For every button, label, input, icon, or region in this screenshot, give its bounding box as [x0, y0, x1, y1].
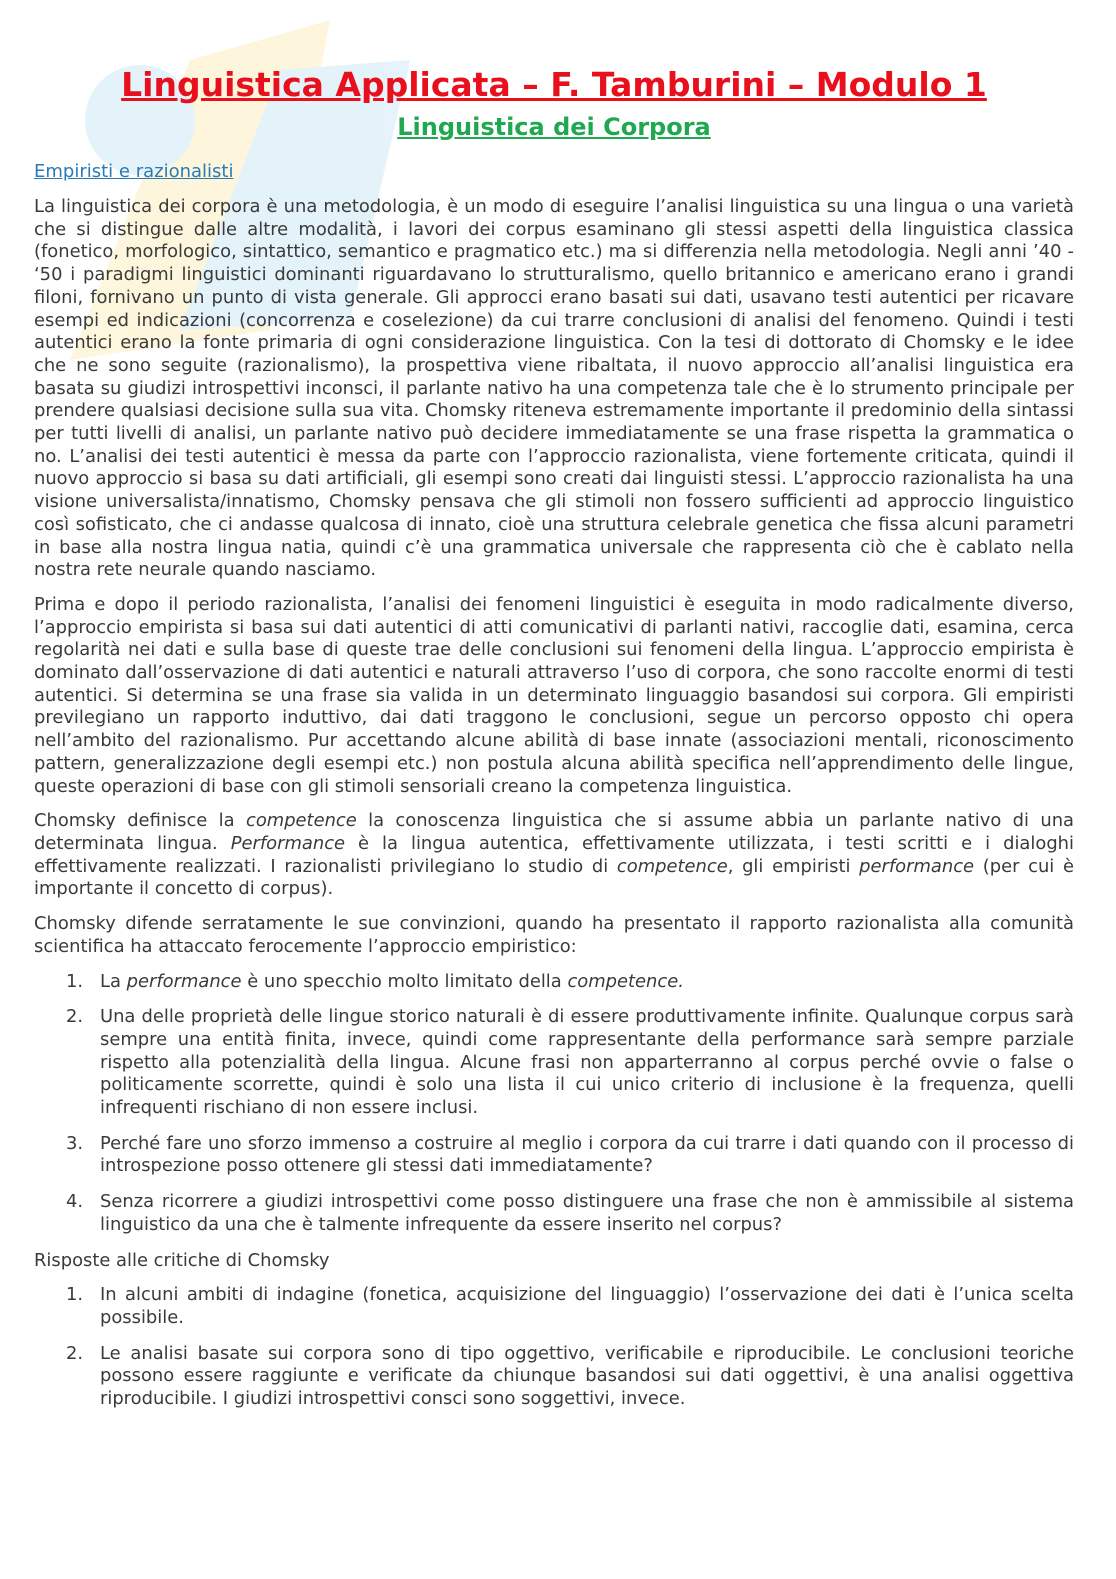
term-competence: competence.: [567, 970, 684, 992]
p3-text-a: Chomsky definisce la: [34, 810, 246, 832]
list-number: 3.: [66, 1132, 84, 1154]
list-number: 4.: [66, 1191, 84, 1213]
list-item: [34, 971, 1074, 994]
critiques-list: [34, 971, 1074, 1237]
subheading-risposte: Risposte alle critiche di Chomsky: [34, 1249, 330, 1271]
p3-text-c: la conoscenza linguistica che si assume abbia un parlante nativo di una determinata lingua.: [34, 810, 1074, 854]
term-performance: performance: [126, 970, 242, 992]
list-text: Senza ricorrere a giudizi introspettivi come posso distinguere una frase che non è ammissibile al sistema linguistico da una che è talmente infrequente da essere inserito nel corpus?: [100, 1191, 1074, 1235]
responses-list: [34, 1284, 1074, 1411]
term-performance-2: performance: [859, 855, 975, 877]
list-item: [34, 1133, 1074, 1178]
term-performance: Performance: [230, 832, 346, 854]
list-number: 2.: [66, 1006, 84, 1028]
p3-text-e: è la lingua autentica, effettivamente utilizzata, i testi scritti e i dialoghi effettivamente realizzati. I razionalisti privilegiano lo studio di: [34, 832, 1074, 877]
list-text: La: [100, 970, 127, 992]
list-number: 1.: [66, 970, 84, 992]
p3-text-i: (per cui è importante il concetto di corpus).: [34, 855, 1074, 900]
list-text: Le analisi basate sui corpora sono di tipo oggettivo, verificabile e riproducibile. Le conclusioni teoriche possono essere raggiunte e verificate da chiunque basandosi sui dati oggettivi, è una analisi oggettiva riproducibile. I giudizi introspettivi consci sono soggettivi, invece.: [100, 1342, 1074, 1410]
list-text: Una delle proprietà delle lingue storico naturali è di essere produttivamente infinite. Qualunque corpus sarà sempre una entità finita, invece, quindi come rappresentante della performance sarà sempre parziale rispetto alla potenzialità della lingua. Alcune frasi non apparterranno al corpus perché ovvie o false o politicamente scorrette, quindi è solo una lista il cui unico criterio di inclusione è la frequenza, quelli infrequenti rischiano di non essere inclusi.: [100, 1006, 1074, 1119]
paragraph-2: Prima e dopo il periodo razionalista, l’analisi dei fenomeni linguistici è eseguita in modo radicalmente diverso, l’approccio empirista si basa sui dati autentici di atti comunicativi di parlanti nativi, raccoglie dati, esamina, cerca regolarità nei dati e sulla base di queste trae delle conclusioni sui fenomeni della lingua. L’approccio empirista è dominato dall’osservazione di dati autentici e naturali attraverso l’uso di corpora, che sono raccolte enormi di testi autentici. Si determina se una frase sia valida in un determinato linguaggio basandosi sui corpora. Gli empiristi previlegiano un rapporto induttivo, dai dati traggono le conclusioni, segue un percorso opposto chi opera nell’ambito del razionalismo. Pur accettando alcune abilità di base innate (associazioni mentali, riconoscimento pattern, generalizzazione degli esempi etc.) non postula alcuna abilità specifica nell’apprendimento delle lingue, queste operazioni di base con gli stimoli sensoriali creano la competenza linguistica.: [34, 593, 1074, 797]
document-subtitle: Linguistica dei Corpora: [397, 113, 711, 141]
list-item: [34, 1343, 1074, 1411]
document-title: Linguistica Applicata – F. Tamburini – Modulo 1: [121, 65, 987, 104]
paragraph-3: [34, 810, 1074, 901]
p3-text-g: , gli empiristi: [727, 855, 860, 877]
list-item: [34, 1191, 1074, 1236]
list-item: [34, 1284, 1074, 1329]
section-link-empiristi[interactable]: Empiristi e razionalisti: [34, 161, 234, 182]
term-competence: competence: [245, 810, 357, 832]
list-number: 2.: [66, 1342, 84, 1364]
paragraph-4: Chomsky difende serratamente le sue convinzioni, quando ha presentato il rapporto razionalista alla comunità scientifica ha attaccato ferocemente l’approccio empiristico:: [34, 913, 1074, 957]
list-item: [34, 1006, 1074, 1120]
paragraph-1: La linguistica dei corpora è una metodologia, è un modo di eseguire l’analisi linguistica su una lingua o una varietà che si distingue dalle altre modalità, i lavori dei corpus esaminano gli stessi aspetti della linguistica classica (fonetico, morfologico, sintattico, semantico e pragmatico etc.) ma si differenzia nella metodologia. Negli anni ’40 - ‘50 i paradigmi linguistici dominanti riguardavano lo strutturalismo, quello britannico e americano erano i grandi filoni, fornivano un punto di vista generale. Gli approcci erano basati sui dati, usavano testi autentici per ricavare esempi ed indicazioni (concorrenza e coselezione) da cui trarre conclusioni di analisi del fenomeno. Quindi i testi autentici erano la fonte primaria di ogni considerazione linguistica. Con la tesi di dottorato di Chomsky e le idee che ne sono seguite (razionalismo), la prospettiva viene ribaltata, il nuovo approccio all’analisi linguistica era basata su giudizi introspettivi inconsci, il parlante nativo ha una competenza tale che è lo strumento principale per prendere qualsiasi decisione sulla sua vita. Chomsky riteneva estremamente importante il predominio della sintassi per tutti livelli di analisi, un parlante nativo può decidere immediatamente se una frase rispetta la grammatica o no. L’analisi dei testi autentici è messa da parte con l’approccio razionalista, viene fortemente criticata, quindi il nuovo approccio si basa su dati artificiali, gli esempi sono creati dai linguisti stessi. L’approccio razionalista ha una visione universalista/innatismo, Chomsky pensava che gli stimoli non fossero sufficienti ad approccio linguistico così sofisticato, che ci andasse qualcosa di innato, cioè una struttura celebrale genetica che fissa alcuni parametri in base alla nostra lingua natia, quindi c’è una grammatica universale che rappresenta ciò che è cablato nella nostra rete neurale quando nasciamo.: [34, 196, 1074, 581]
document-page: [34, 62, 1074, 1424]
list-number: 1.: [66, 1284, 84, 1306]
list-text: In alcuni ambiti di indagine (fonetica, acquisizione del linguaggio) l’osservazione dei dati è l’unica scelta possibile.: [100, 1284, 1074, 1328]
term-competence-2: competence: [616, 855, 728, 877]
list-text: è uno specchio molto limitato della: [241, 970, 568, 992]
list-text: Perché fare uno sforzo immenso a costruire al meglio i corpora da cui trarre i dati quando con il processo di introspezione posso ottenere gli stessi dati immediatamente?: [100, 1132, 1074, 1177]
